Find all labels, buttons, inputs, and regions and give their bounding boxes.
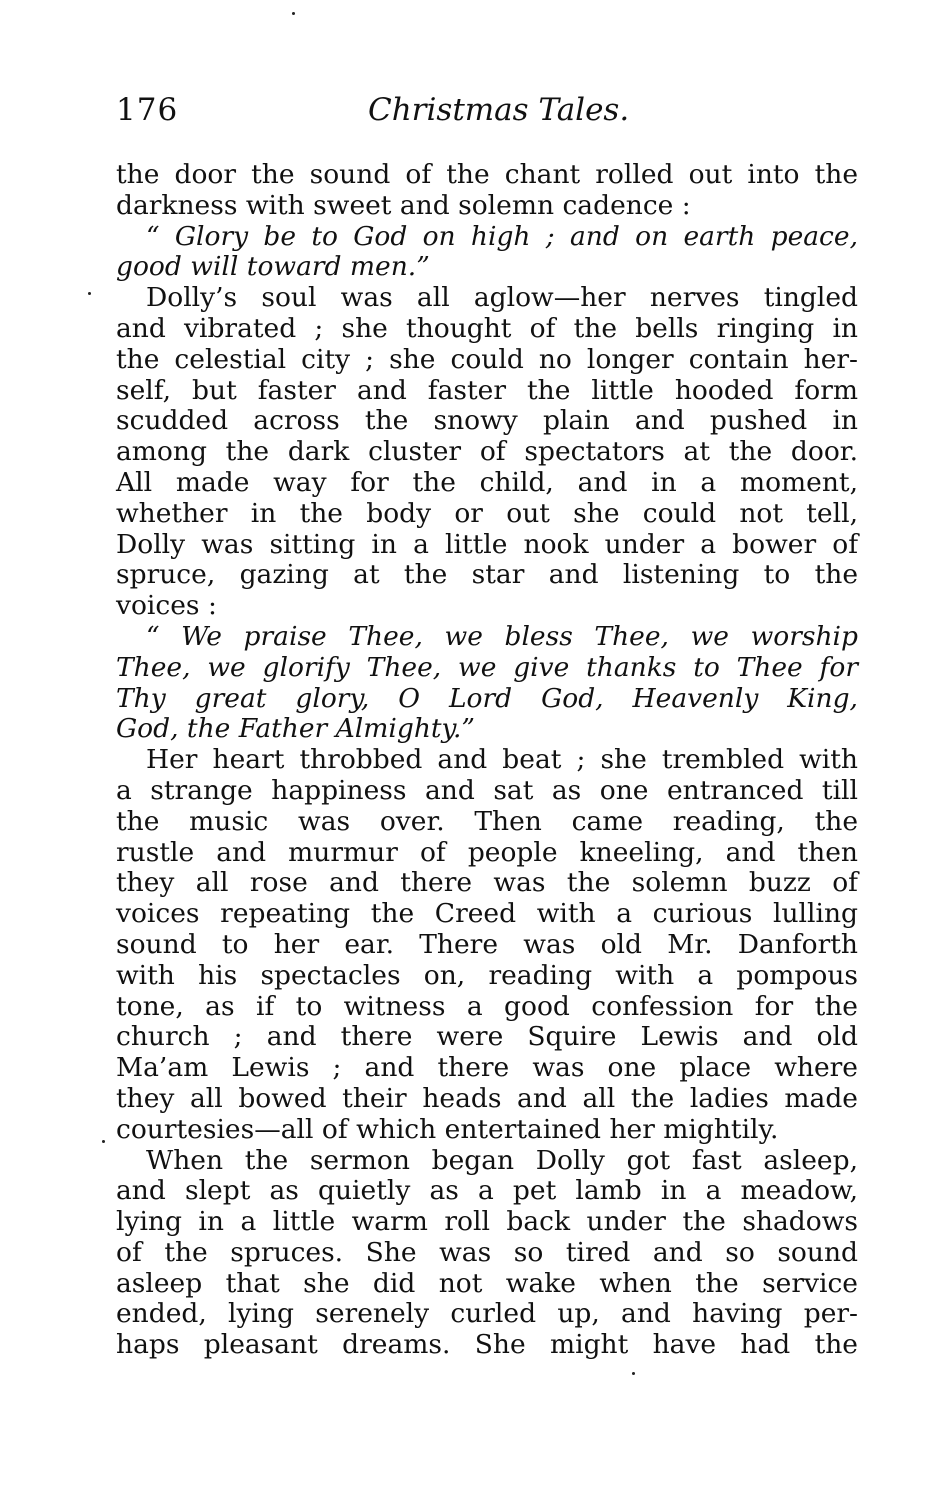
text-line: self, but faster and faster the little hooded form (116, 374, 858, 406)
page-number: 176 (116, 92, 179, 128)
text-line: they all rose and there was the solemn buzz of (116, 867, 858, 899)
text-line: Dolly’s soul was all aglow—her nerves tingled (146, 282, 858, 314)
running-head: Christmas Tales. (368, 92, 630, 128)
text-line: asleep that she did not wake when the service (116, 1267, 858, 1299)
text-line: and vibrated ; she thought of the bells ringing in (116, 312, 858, 344)
text-line: lying in a little warm roll back under the shadows (116, 1206, 858, 1238)
text-line: rustle and murmur of people kneeling, and then (116, 836, 858, 868)
text-line: All made way for the child, and in a moment, (116, 466, 858, 498)
text-line: ended, lying serenely curled up, and having per- (116, 1298, 858, 1330)
page-header (116, 86, 858, 134)
text-line: When the sermon began Dolly got fast asleep, (146, 1144, 858, 1176)
text-line: courtesies—all of which entertained her mightily. (116, 1113, 779, 1145)
text-line: they all bowed their heads and all the ladies made (116, 1082, 858, 1114)
text-line: a strange happiness and sat as one entranced till (116, 774, 858, 806)
text-line: Ma’am Lewis ; and there was one place where (116, 1052, 858, 1084)
print-speck (292, 12, 295, 15)
text-line: God, the Father Almighty.” (116, 713, 475, 745)
text-line: “ We praise Thee, we bless Thee, we worship (146, 620, 858, 652)
text-line: whether in the body or out she could not tell, (116, 497, 858, 529)
text-line: voices repeating the Creed with a curious lulling (116, 898, 858, 930)
text-line: haps pleasant dreams. She might have had the (116, 1329, 858, 1361)
text-line: “ Glory be to God on high ; and on earth peace, (146, 220, 858, 252)
text-line: the door the sound of the chant rolled out into the (116, 159, 858, 190)
text-line: among the dark cluster of spectators at the door. (116, 436, 858, 468)
text-line: sound to her ear. There was old Mr. Danforth (116, 928, 858, 960)
text-line: the music was over. Then came reading, the (116, 805, 858, 837)
print-speck (102, 1140, 105, 1143)
print-speck (632, 1372, 635, 1375)
body-text (116, 160, 858, 1361)
text-line: darkness with sweet and solemn cadence : (116, 189, 691, 221)
text-line: good will toward men.” (116, 251, 430, 283)
text-line: with his spectacles on, reading with a pompous (116, 959, 858, 991)
text-line: Her heart throbbed and beat ; she trembled with (146, 744, 858, 776)
text-line: Thy great glory, O Lord God, Heavenly King, (116, 682, 858, 714)
text-line: and slept as quietly as a pet lamb in a meadow, (116, 1175, 858, 1207)
text-line: church ; and there were Squire Lewis and old (116, 1021, 858, 1053)
text-line: of the spruces. She was so tired and so sound (116, 1236, 858, 1268)
text-line: voices : (116, 590, 217, 622)
text-line: the celestial city ; she could no longer contain her- (116, 343, 858, 375)
text-line: Dolly was sitting in a little nook under a bower of (116, 528, 858, 560)
print-speck (88, 292, 91, 295)
text-line: tone, as if to witness a good confession for the (116, 990, 858, 1022)
text-line: Thee, we glorify Thee, we give thanks to Thee for (116, 651, 858, 683)
text-line: spruce, gazing at the star and listening to the (116, 559, 858, 591)
text-line: scudded across the snowy plain and pushed in (116, 405, 858, 437)
